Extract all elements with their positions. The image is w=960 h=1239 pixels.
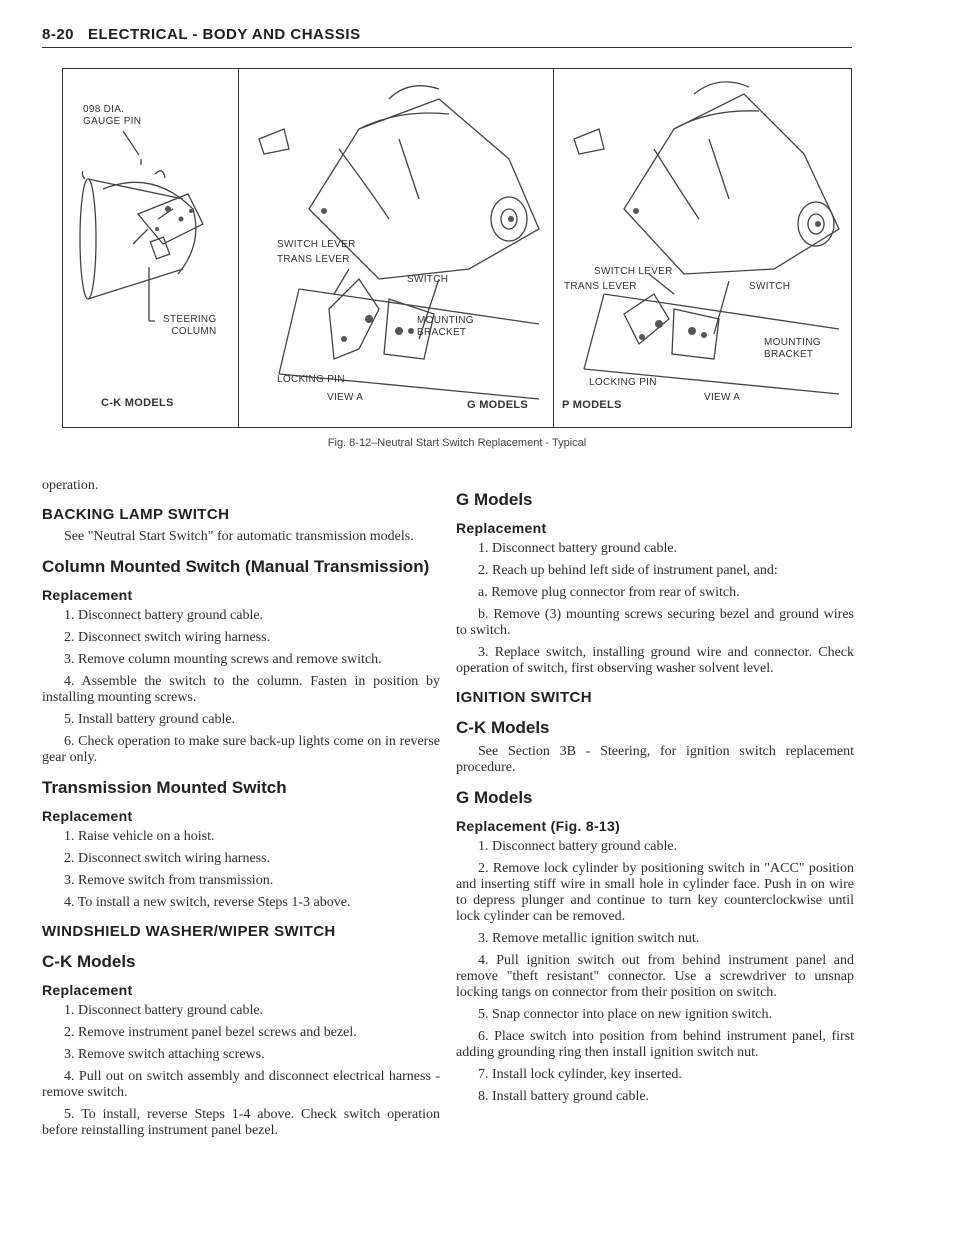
paragraph: operation.	[42, 478, 99, 493]
section-heading: BACKING LAMP SWITCH	[42, 506, 230, 523]
minor-heading: Replacement	[456, 520, 547, 536]
paragraph: 3. Remove switch from transmission.	[64, 873, 274, 888]
paragraph: 5. To install, reverse Steps 1-4 above. Check switch operation before reinstalling instrument panel bezel.	[42, 1107, 440, 1138]
subsection-heading: Transmission Mounted Switch	[42, 778, 287, 797]
paragraph: 3. Replace switch, installing ground wire and connector. Check operation of switch, first observing washer solvent level.	[456, 645, 854, 676]
subsection-heading: G Models	[456, 788, 533, 807]
page-number: 8-20	[42, 26, 75, 43]
paragraph: 4. Assemble the switch to the column. Fasten in position by installing mounting screws.	[42, 674, 440, 705]
g-models-label: G MODELS	[467, 399, 529, 411]
paragraph: 8. Install battery ground cable.	[478, 1089, 650, 1104]
paragraph: See Section 3B - Steering, for ignition switch replacement procedure.	[456, 744, 854, 775]
paragraph: 4. Pull ignition switch out from behind instrument panel and remove "theft resistant" connector. Use a screwdriver to unsnap locking tangs on connector from their position on switch.	[456, 953, 854, 1000]
left-column	[42, 478, 440, 1145]
paragraph: 6. Check operation to make sure back-up lights come on in reverse gear only.	[42, 734, 440, 765]
section-heading: WINDSHIELD WASHER/WIPER SWITCH	[42, 923, 336, 940]
figure-neutral-start-switch	[62, 68, 852, 428]
paragraph: 2. Disconnect switch wiring harness.	[64, 851, 271, 866]
page-title: ELECTRICAL - BODY AND CHASSIS	[88, 26, 361, 43]
figure-panel-p	[553, 69, 850, 427]
paragraph: a. Remove plug connector from rear of switch.	[478, 585, 740, 600]
paragraph: 4. Pull out on switch assembly and disconnect electrical harness - remove switch.	[42, 1069, 440, 1100]
switch-lever-label: SWITCH LEVER	[277, 239, 356, 250]
paragraph: 2. Remove lock cylinder by positioning switch in "ACC" position and inserting stiff wire in small hole in cylinder face. Push in on wire to depress plunger and continue to turn key counterclockwise until lock cylinder can be removed.	[456, 861, 854, 924]
minor-heading: Replacement (Fig. 8-13)	[456, 818, 621, 834]
p-transmission-illustration	[554, 69, 851, 426]
paragraph: 1. Disconnect battery ground cable.	[64, 608, 264, 623]
paragraph: 1. Disconnect battery ground cable.	[64, 1003, 264, 1018]
figure-panel-g	[238, 69, 553, 427]
paragraph: 4. To install a new switch, reverse Steps 1-3 above.	[64, 895, 351, 910]
minor-heading: Replacement	[42, 587, 133, 603]
view-a-label: VIEW A	[704, 392, 741, 403]
figure-panel-ck	[63, 69, 238, 427]
paragraph: 3. Remove column mounting screws and remove switch.	[64, 652, 382, 667]
subsection-heading: G Models	[456, 490, 533, 509]
paragraph: 2. Remove instrument panel bezel screws and bezel.	[64, 1025, 357, 1040]
page-header	[42, 20, 852, 48]
switch-lever-label: SWITCH LEVER	[594, 266, 673, 277]
paragraph: 2. Reach up behind left side of instrument panel, and:	[478, 563, 778, 578]
view-a-label: VIEW A	[327, 392, 364, 403]
mounting-bracket-label: MOUNTING BRACKET	[417, 315, 474, 338]
subsection-heading: C-K Models	[42, 952, 136, 971]
ck-models-label: C-K MODELS	[101, 397, 174, 409]
paragraph: 7. Install lock cylinder, key inserted.	[478, 1067, 682, 1082]
steering-column-label: STEERING COLUMN	[163, 314, 217, 337]
trans-lever-label: TRANS LEVER	[277, 254, 350, 265]
paragraph: 1. Disconnect battery ground cable.	[478, 541, 678, 556]
switch-label: SWITCH	[407, 274, 449, 285]
paragraph: 3. Remove metallic ignition switch nut.	[478, 931, 700, 946]
paragraph: 2. Disconnect switch wiring harness.	[64, 630, 271, 645]
minor-heading: Replacement	[42, 808, 133, 824]
switch-label: SWITCH	[749, 281, 791, 292]
paragraph: 5. Install battery ground cable.	[64, 712, 236, 727]
trans-lever-label: TRANS LEVER	[564, 281, 637, 292]
subsection-heading: C-K Models	[456, 718, 550, 737]
mounting-bracket-label: MOUNTING BRACKET	[764, 337, 821, 360]
paragraph: 5. Snap connector into place on new ignition switch.	[478, 1007, 772, 1022]
subsection-heading: Column Mounted Switch (Manual Transmission)	[42, 557, 430, 576]
paragraph: 6. Place switch into position from behind instrument panel, first adding grounding ring then install ignition switch nut.	[456, 1029, 854, 1060]
locking-pin-label: LOCKING PIN	[277, 374, 345, 385]
gauge-pin-label: 098 DIA. GAUGE PIN	[83, 104, 142, 127]
paragraph: b. Remove (3) mounting screws securing bezel and ground wires to switch.	[456, 607, 854, 638]
minor-heading: Replacement	[42, 982, 133, 998]
right-column	[456, 478, 854, 1111]
paragraph: 3. Remove switch attaching screws.	[64, 1047, 265, 1062]
paragraph: 1. Raise vehicle on a hoist.	[64, 829, 215, 844]
p-models-label: P MODELS	[562, 399, 622, 411]
paragraph: See "Neutral Start Switch" for automatic transmission models.	[64, 529, 414, 544]
section-heading: IGNITION SWITCH	[456, 689, 592, 706]
figure-caption: Fig. 8-12–Neutral Start Switch Replacement - Typical	[327, 437, 587, 449]
locking-pin-label: LOCKING PIN	[589, 377, 657, 388]
paragraph: 1. Disconnect battery ground cable.	[478, 839, 678, 854]
